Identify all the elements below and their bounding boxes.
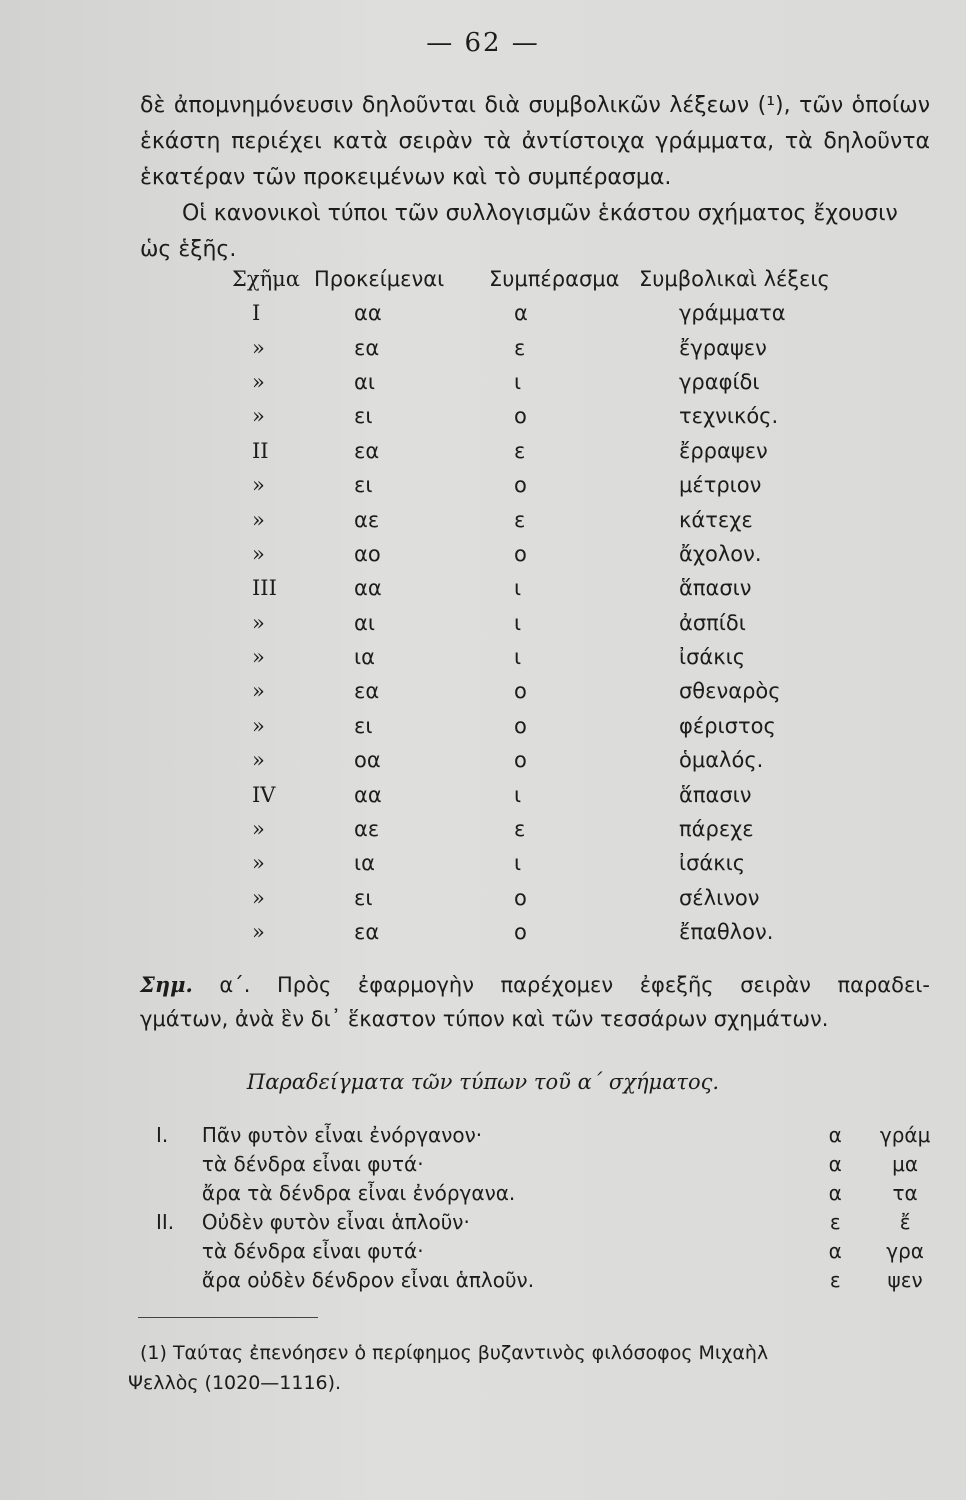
conclusion-cell: ι <box>514 851 522 876</box>
premises-cell: αα <box>354 576 382 601</box>
header-conclusion: Συμπέρασμα <box>489 267 620 291</box>
conclusion-cell: ο <box>514 920 527 945</box>
symbolic-word-cell: ἀσπίδι <box>679 610 746 635</box>
premises-cell: εα <box>354 920 380 945</box>
table-row <box>252 502 852 536</box>
figure-cell: » <box>252 404 265 429</box>
symbolic-word-cell: ἅπασιν <box>679 576 752 601</box>
table-row <box>252 330 852 364</box>
symbolic-word-cell: σέλινον <box>679 885 760 910</box>
symbolic-word-cell: ἰσάκις <box>679 645 746 670</box>
table-row <box>252 399 852 433</box>
conclusion-cell: ε <box>514 817 526 842</box>
table-row <box>252 296 852 330</box>
symbolic-word-cell: ἅπασιν <box>679 782 752 807</box>
symbolic-word-cell: ἰσάκις <box>679 851 746 876</box>
conclusion-cell: ι <box>514 576 522 601</box>
table-row <box>252 743 852 777</box>
conclusion-cell: ο <box>514 541 527 566</box>
premises-cell: εα <box>354 335 380 360</box>
conclusion-cell: ο <box>514 713 527 738</box>
note-label: Σημ. <box>140 972 193 997</box>
symbolic-word-cell: κάτεχε <box>679 507 753 532</box>
figure-cell: » <box>252 713 265 738</box>
note-text: α΄. Πρὸς ἐφαρμογὴν παρέχομεν ἐφεξῆς σειρὰν παραδει- <box>192 973 930 997</box>
header-figure: Σχῆμα <box>232 267 300 291</box>
figure-cell: » <box>252 920 265 945</box>
conclusion-cell: ι <box>514 645 522 670</box>
symbolic-word-cell: ἔπαθλον. <box>679 920 774 945</box>
example-text: τὰ δένδρα εἶναι φυτά· <box>201 1151 424 1176</box>
conclusion-cell: ο <box>514 748 527 773</box>
example-syllable: γρα <box>886 1238 924 1263</box>
table-row <box>252 709 852 743</box>
example-number: II. <box>156 1209 175 1234</box>
table-row <box>252 915 852 949</box>
syllogism-table <box>232 262 852 949</box>
intro-line: Οἱ κανονικοὶ τύποι τῶν συλλογισμῶν ἑκάστου σχήματος ἔχουσιν <box>182 201 898 226</box>
symbolic-word-cell: φέριστος <box>679 713 776 738</box>
figure-cell: » <box>252 610 265 635</box>
conclusion-cell: ι <box>514 369 522 394</box>
table-row <box>252 571 852 605</box>
header-premises: Προκείμεναι <box>314 267 445 291</box>
table-row <box>252 846 852 880</box>
note <box>140 968 930 1036</box>
conclusion-cell: ι <box>514 782 522 807</box>
premises-cell: οα <box>354 748 381 773</box>
page-number: — 62 — <box>426 28 540 58</box>
figure-cell: IV <box>252 782 276 807</box>
premises-cell: ει <box>354 404 373 429</box>
footnote <box>128 1338 930 1398</box>
premises-cell: ει <box>354 885 373 910</box>
table-row <box>252 434 852 468</box>
example-text: Οὐδὲν φυτὸν εἶναι ἁπλοῦν· <box>201 1209 470 1234</box>
conclusion-cell: ι <box>514 610 522 635</box>
premises-cell: αε <box>354 817 380 842</box>
premises-cell: αα <box>354 782 382 807</box>
figure-cell: » <box>252 541 265 566</box>
note-line <box>140 968 930 1002</box>
footnote-line: Ψελλὸς (1020—1116). <box>128 1372 342 1394</box>
table-row <box>252 640 852 674</box>
example-row <box>140 1265 940 1294</box>
intro-paragraph <box>140 88 930 268</box>
conclusion-cell: ο <box>514 679 527 704</box>
example-row <box>140 1207 940 1236</box>
example-syllable: ἔ <box>899 1209 911 1234</box>
intro-line: ἑκατέραν τῶν προκειμένων καὶ τὸ συμπέρασμα. <box>140 165 672 190</box>
example-text: ἄρα τὰ δένδρα εἶναι ἐνόργανα. <box>201 1180 516 1205</box>
conclusion-cell: ο <box>514 473 527 498</box>
symbolic-word-cell: τεχνικός. <box>679 404 779 429</box>
premises-cell: ια <box>354 645 375 670</box>
symbolic-word-cell: ἄχολον. <box>679 541 762 566</box>
premises-cell: αε <box>354 507 380 532</box>
figure-cell: » <box>252 679 265 704</box>
example-row <box>140 1120 940 1149</box>
example-letter: ε <box>829 1209 841 1234</box>
example-letter: α <box>828 1180 842 1205</box>
figure-cell: II <box>252 438 269 463</box>
example-letter: α <box>828 1238 842 1263</box>
conclusion-cell: ο <box>514 404 527 429</box>
header-symbolic-words: Συμβολικαὶ λέξεις <box>639 267 830 291</box>
table-row <box>252 881 852 915</box>
premises-cell: αι <box>354 610 375 635</box>
table-row <box>252 365 852 399</box>
figure-cell: » <box>252 335 265 360</box>
premises-cell: ει <box>354 713 373 738</box>
example-text: Πᾶν φυτὸν εἶναι ἐνόργανον· <box>201 1122 483 1147</box>
figure-cell: III <box>252 576 277 601</box>
table-header-row <box>232 262 852 296</box>
intro-line: ἑκάστη περιέχει κατὰ σειρὰν τὰ ἀντίστοιχα γράμματα, τὰ δηλοῦντα <box>140 129 930 154</box>
intro-line: ὡς ἑξῆς. <box>140 237 237 262</box>
symbolic-word-cell: πάρεχε <box>679 817 754 842</box>
premises-cell: αι <box>354 369 375 394</box>
example-letter: ε <box>829 1267 841 1292</box>
figure-cell: » <box>252 885 265 910</box>
figure-cell: » <box>252 817 265 842</box>
example-syllable: μα <box>892 1151 919 1176</box>
symbolic-word-cell: ἔγραψεν <box>679 335 767 360</box>
figure-cell: » <box>252 748 265 773</box>
conclusion-cell: α <box>514 301 528 326</box>
symbolic-word-cell: ἔρραψεν <box>679 438 768 463</box>
conclusion-cell: ε <box>514 438 526 463</box>
table-row <box>252 606 852 640</box>
example-syllable: τα <box>892 1180 918 1205</box>
example-text: ἄρα οὐδὲν δένδρον εἶναι ἁπλοῦν. <box>201 1267 535 1292</box>
example-letter: α <box>828 1122 842 1147</box>
conclusion-cell: ο <box>514 885 527 910</box>
example-letter: α <box>828 1151 842 1176</box>
example-number: I. <box>156 1122 169 1147</box>
example-text: τὰ δένδρα εἶναι φυτά· <box>201 1238 424 1263</box>
example-syllable: γράμ <box>879 1122 931 1147</box>
examples-list <box>140 1120 940 1294</box>
table-row <box>252 537 852 571</box>
figure-cell: » <box>252 645 265 670</box>
conclusion-cell: ε <box>514 507 526 532</box>
symbolic-word-cell: σθεναρὸς <box>679 679 781 704</box>
table-row <box>252 468 852 502</box>
examples-heading: Παραδείγματα τῶν τύπων τοῦ α΄ σχήματος. <box>246 1070 720 1094</box>
symbolic-word-cell: μέτριον <box>679 473 762 498</box>
symbolic-word-cell: γράμματα <box>679 301 786 326</box>
premises-cell: εα <box>354 679 380 704</box>
premises-cell: ια <box>354 851 375 876</box>
premises-cell: εα <box>354 438 380 463</box>
example-syllable: ψεν <box>887 1267 923 1292</box>
example-row <box>140 1149 940 1178</box>
footnote-divider <box>138 1317 318 1318</box>
example-row <box>140 1236 940 1265</box>
intro-line: δὲ ἀπομνημόνευσιν δηλοῦνται διὰ συμβολικῶν λέξεων (¹), τῶν ὁποίων <box>140 93 930 118</box>
figure-cell: I <box>252 301 261 326</box>
symbolic-word-cell: γραφίδι <box>679 369 760 394</box>
note-line: γμάτων, ἀνὰ ἓν δι᾽ ἕκαστον τύπον καὶ τῶν τεσσάρων σχημάτων. <box>140 1007 829 1031</box>
table-row <box>252 777 852 811</box>
premises-cell: αο <box>354 541 381 566</box>
premises-cell: ει <box>354 473 373 498</box>
footnote-line: (1) Ταύτας ἐπενόησεν ὁ περίφημος βυζαντινὸς φιλόσοφος Μιχαὴλ <box>140 1342 769 1364</box>
table-body <box>252 296 852 949</box>
example-row <box>140 1178 940 1207</box>
premises-cell: αα <box>354 301 382 326</box>
symbolic-word-cell: ὁμαλός. <box>679 748 764 773</box>
table-row <box>252 674 852 708</box>
conclusion-cell: ε <box>514 335 526 360</box>
figure-cell: » <box>252 507 265 532</box>
figure-cell: » <box>252 851 265 876</box>
table-row <box>252 812 852 846</box>
figure-cell: » <box>252 473 265 498</box>
figure-cell: » <box>252 369 265 394</box>
